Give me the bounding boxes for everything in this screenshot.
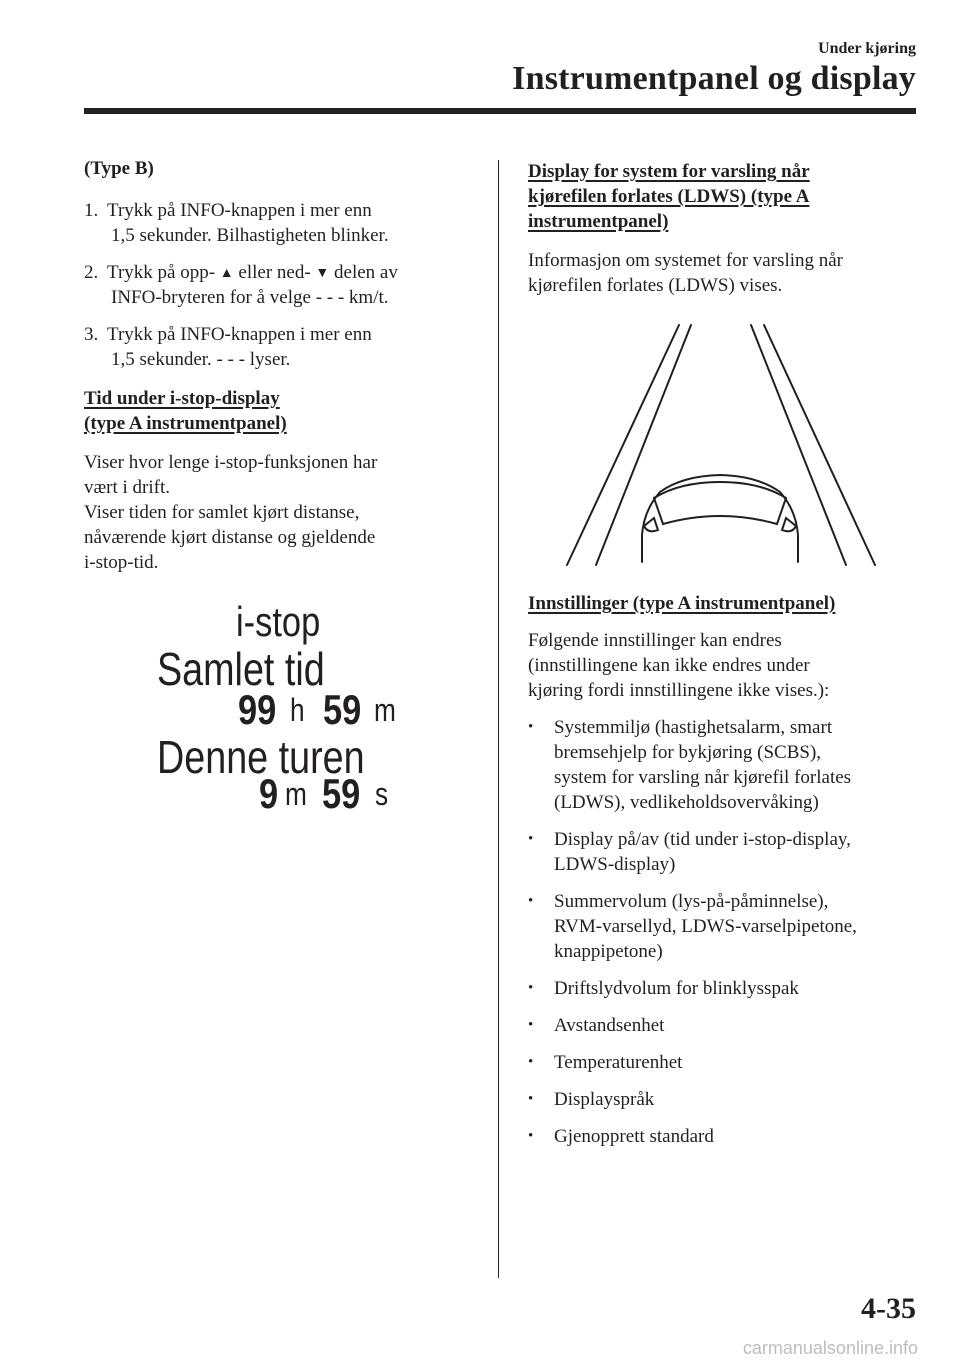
settings-list-item [528,827,918,877]
total-time-label: Samlet tid [157,643,325,695]
ldws-heading-line2: kjørefilen forlates (LDWS) (type A [528,186,810,207]
section-label: Under kjøring [818,40,916,57]
trip-minutes-value: 9 [259,770,279,817]
watermark: carmanualsonline.info [742,1338,918,1358]
list-item-text: Systemmiljø (hastighetsalarm, smart [554,717,833,738]
settings-body-line: Følgende innstillinger kan endres [528,630,782,651]
list-item-text: system for varsling når kjørefil forlates [554,767,852,788]
istop-heading-line1: Tid under i-stop-display [84,388,280,409]
bullet-icon: • [528,1128,534,1144]
step-text: delen av [334,262,398,283]
step-1-cont: 1,5 sekunder. Bilhastigheten blinker. [111,225,389,246]
settings-list-item [528,1013,918,1038]
list-item-text: Gjenopprett standard [554,1126,714,1147]
settings-heading: Innstillinger (type A instrumentpanel) [528,593,836,614]
settings-list-item [528,1087,918,1112]
istop-body-line: nåværende kjørt distanse og gjeldende [84,527,376,548]
hours-unit: h [290,692,305,728]
step-text: eller ned- [238,262,311,283]
down-triangle-icon: ▼ [315,266,330,281]
step-2-cont: INFO-bryteren for å velge - - - km/t. [111,287,389,308]
up-triangle-icon: ▲ [219,266,234,281]
settings-list-item [528,889,918,964]
list-item-text: LDWS-display) [554,854,676,875]
settings-list-item [528,1124,918,1149]
list-item-text: Driftslydvolum for blinklysspak [554,978,799,999]
step-text: Trykk på INFO-knappen i mer enn [107,200,372,221]
list-item-text: (LDWS), vedlikeholdsovervåking) [554,792,819,813]
bullet-icon: • [528,719,534,735]
step-text: Trykk på INFO-knappen i mer enn [107,324,372,345]
bullet-icon: • [528,1091,534,1107]
istop-body-line: Viser tiden for samlet kjørt distanse, [84,502,360,523]
istop-heading-line2: (type A instrumentpanel) [84,413,287,434]
trip-minutes-unit: m [285,776,307,812]
list-item-text: RVM-varsellyd, LDWS-varselpipetone, [554,916,857,937]
list-item-text: Avstandsenhet [554,1015,665,1036]
step-3-cont: 1,5 sekunder. - - - lyser. [111,349,291,370]
istop-body-line: Viser hvor lenge i-stop-funksjonen har [84,452,378,473]
right-lane-line-inner [751,325,846,565]
step-text: Trykk på opp- [107,262,216,283]
step-number: 2. [84,262,99,283]
bullet-icon: • [528,893,534,909]
total-minutes-value: 59 [323,686,362,733]
minutes-unit: m [374,692,396,728]
bullet-icon: • [528,1054,534,1070]
page-title: Instrumentpanel og display [512,60,916,97]
settings-body-line: (innstillingene kan ikke endres under [528,655,810,676]
list-item-text: Displayspråk [554,1089,655,1110]
ldws-body-line: kjørefilen forlates (LDWS) vises. [528,275,783,296]
display-title: i-stop [236,598,321,645]
step-2 [84,260,398,286]
settings-list-item [528,1050,918,1075]
ldws-lane-illustration [560,320,880,570]
bullet-icon: • [528,1017,534,1033]
type-b-label: (Type B) [84,158,154,179]
ldws-heading-line1: Display for system for varsling når [528,161,810,182]
step-3 [84,322,372,347]
ldws-body-line: Informasjon om systemet for varsling når [528,250,844,271]
right-lane-line-outer [764,325,875,565]
header-rule [84,108,916,114]
trip-seconds-value: 59 [322,770,361,817]
settings-list-item [528,715,918,815]
bullet-icon: • [528,980,534,996]
bullet-icon: • [528,831,534,847]
step-number: 3. [84,324,99,345]
istop-body-line: i-stop-tid. [84,552,159,573]
istop-body-line: vært i drift. [84,477,171,498]
left-lane-line-outer [567,325,679,565]
car-front-outline [642,475,798,562]
settings-list-item [528,976,918,1001]
column-divider [498,160,499,1278]
list-item-text: Display på/av (tid under i-stop-display, [554,829,851,850]
trip-label: Denne turen [157,731,365,783]
step-number: 1. [84,200,99,221]
list-item-text: knappipetone) [554,941,663,962]
list-item-text: Summervolum (lys-på-påminnelse), [554,891,829,912]
list-item-text: bremsehjelp for bykjøring (SCBS), [554,742,822,763]
total-hours-value: 99 [238,686,277,733]
step-1 [84,198,372,223]
ldws-heading-line3: instrumentpanel) [528,211,669,232]
settings-body-line: kjøring fordi innstillingene ikke vises.): [528,680,830,701]
page-number: 4-35 [861,1292,916,1325]
list-item-text: Temperaturenhet [554,1052,683,1073]
seconds-unit: s [375,776,389,812]
